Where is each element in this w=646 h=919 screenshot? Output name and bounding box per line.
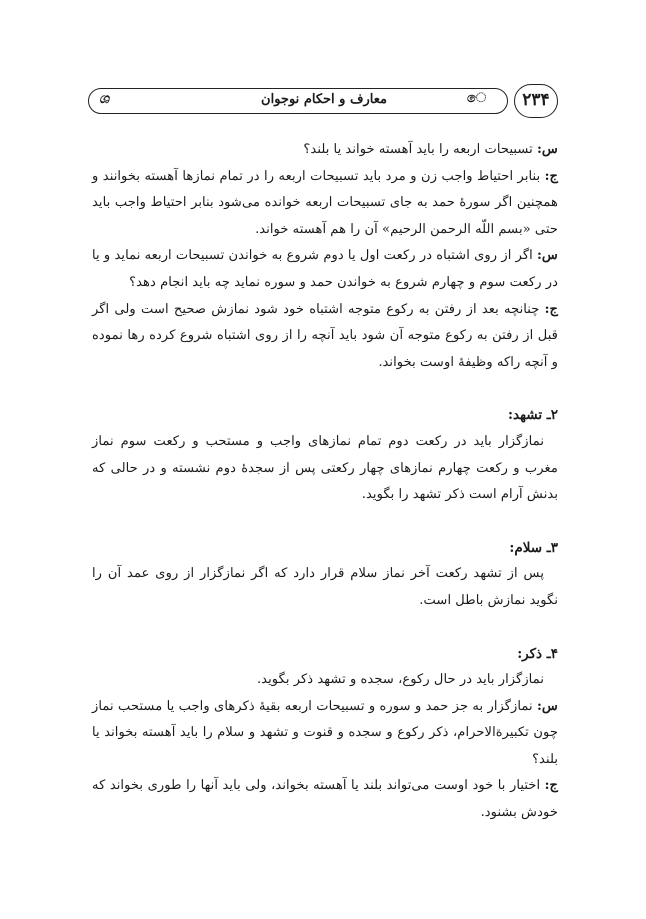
header-banner xyxy=(88,88,508,114)
spacer xyxy=(92,615,558,641)
answer-text: اختیار با خود اوست می‌تواند بلند یا آهسته بخواند، ولی باید آنها را طوری بخواند که خودش بشنود. xyxy=(92,778,558,821)
answer-2 xyxy=(92,297,558,377)
answer-text: بنابر احتیاط واجب زن و مرد باید تسبیحات اربعه را در تمام نمازها آهسته بخوانند و همچنین اگر سورهٔ حمد به جای تسبیحات اربعه خوانده می‌شود بنابر احتیاط واجب باید حتی «بسم اللّه الرحمن الرحیم» آن را هم آهسته خواند. xyxy=(92,168,558,237)
answer-label: ج: xyxy=(544,168,558,184)
ornament-left-icon: ශ xyxy=(99,91,110,107)
spacer xyxy=(92,509,558,535)
question-text: اگر از روی اشتباه در رکعت اول یا دوم شروع به خواندن تسبیحات اربعه نماید و یا در رکعت سوم و چهارم شروع به خواندن حمد و سوره نماید چه باید انجام دهد؟ xyxy=(92,248,558,290)
section-title-zikr: ۴ـ ذکر: xyxy=(517,645,558,662)
spacer xyxy=(92,376,558,402)
section-text-tashahhud: نمازگزار باید در رکعت دوم تمام نمازهای واجب و مستحب و رکعت سوم نماز مغرب و رکعت چهارم نمازهای چهار رکعتی پس از سجدهٔ دوم نشسته و در حالی که بدنش آرام است ذکر تشهد را بگوید. xyxy=(92,433,558,503)
question-text: نمازگزار به جز حمد و سوره و تسبیحات اربعه بقیهٔ ذکرهای واجب یا مستحب نماز چون تکبیرةالاحرام، ذکر رکوع و سجده و قنوت و تشهد و سلام را باید آهسته بخواند یا بلند؟ xyxy=(92,698,558,767)
question-label: س: xyxy=(537,248,558,264)
section-title-salam: ۳ـ سلام: xyxy=(509,539,558,556)
section-title-tashahhud: ۲ـ تشهد: xyxy=(507,407,558,424)
page-body xyxy=(92,137,558,827)
section-text-zikr: نمازگزار باید در حال رکوع، سجده و تشهد ذکر بگوید. xyxy=(256,672,544,688)
answer-label: ج: xyxy=(544,778,558,794)
question-label: س: xyxy=(537,698,558,714)
section-text-salam: پس از تشهد رکعت آخر نماز سلام قرار دارد که اگر نمازگزار از روی عمد آن را نگوید نمازش باطل است. xyxy=(92,566,558,608)
question-3 xyxy=(92,694,558,774)
question-2 xyxy=(92,243,558,296)
book-title: معارف و احکام نوجوان xyxy=(261,92,387,107)
question-text: تسبیحات اربعه را باید آهسته خواند یا بلند؟ xyxy=(303,142,538,157)
page-header xyxy=(88,86,560,118)
answer-3 xyxy=(92,773,558,826)
answer-label: ج: xyxy=(544,301,558,317)
answer-text: چنانچه بعد از رفتن به رکوع متوجه اشتباه خود شود نمازش صحیح است ولی اگر قبل از رفتن به رکوع متوجه آن شود باید آنچه را از روی اشتباه شروع کرده رها نموده و آنچه راکه وظیفهٔ اوست بخواند. xyxy=(92,301,558,370)
answer-1 xyxy=(92,164,558,244)
question-1 xyxy=(92,137,558,164)
ornament-right-icon: ෙ xyxy=(467,91,487,106)
page-number: ۲۳۴ xyxy=(514,84,558,118)
question-label: س: xyxy=(537,142,558,157)
